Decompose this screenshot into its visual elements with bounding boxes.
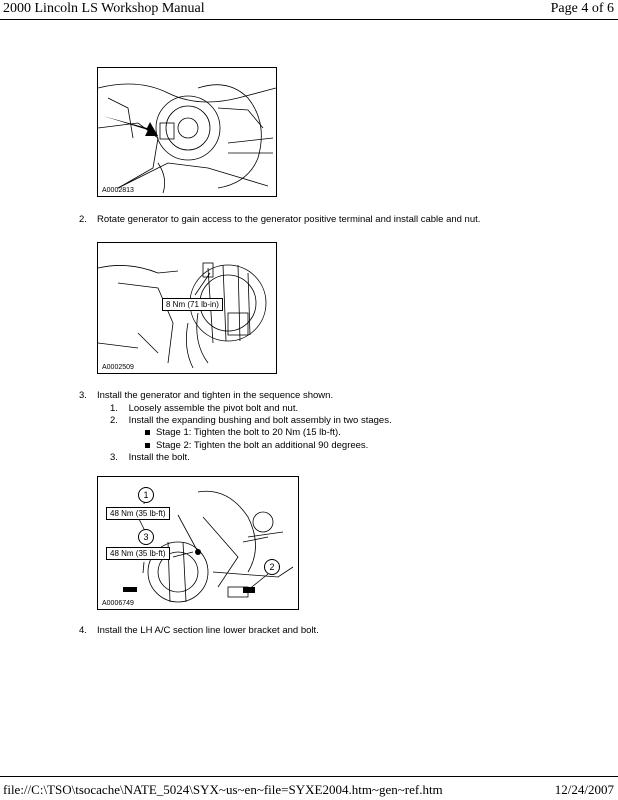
substep-2 xyxy=(110,415,392,426)
torque-callout-upper: 48 Nm (35 lb-ft) xyxy=(106,507,170,520)
substep-1 xyxy=(110,403,298,414)
step-text: Rotate generator to gain access to the generator positive terminal and install cable and nut. xyxy=(97,214,481,225)
bullet-text: Stage 1: Tighten the bolt to 20 Nm (15 lb-ft). xyxy=(156,427,341,438)
torque-callout-lower: 48 Nm (35 lb-ft) xyxy=(106,547,170,560)
substep-3 xyxy=(110,452,190,463)
step-3 xyxy=(79,390,333,401)
torque-callout: 8 Nm (71 lb-in) xyxy=(162,298,223,311)
bullet-stage-1 xyxy=(145,427,341,438)
step-text: Install the LH A/C section line lower bracket and bolt. xyxy=(97,625,319,636)
substep-number: 1. xyxy=(110,403,118,414)
file-path: file://C:\TSO\tsocache\NATE_5024\SYX~us~en~file=SYXE2004.htm~gen~ref.htm xyxy=(3,782,443,797)
figure-3-illustration xyxy=(98,477,298,609)
header-divider xyxy=(0,19,618,20)
bullet-icon xyxy=(145,430,150,435)
figure-id: A0002509 xyxy=(102,364,134,371)
sequence-marker-3: 3 xyxy=(138,529,154,545)
sequence-marker-2: 2 xyxy=(264,559,280,575)
bullet-icon xyxy=(145,443,150,448)
substep-text: Loosely assemble the pivot bolt and nut. xyxy=(128,403,299,414)
manual-title: 2000 Lincoln LS Workshop Manual xyxy=(3,1,205,16)
substep-number: 3. xyxy=(110,452,118,463)
step-number: 3. xyxy=(79,390,87,401)
substep-text: Install the bolt. xyxy=(128,452,190,463)
page-number: Page 4 of 6 xyxy=(550,1,614,16)
step-4 xyxy=(79,625,319,636)
footer-divider xyxy=(0,776,618,777)
step-text: Install the generator and tighten in the sequence shown. xyxy=(97,390,334,401)
figure-tightening-sequence xyxy=(97,476,299,610)
figure-1-illustration xyxy=(98,68,276,196)
step-2 xyxy=(79,214,480,225)
bullet-text: Stage 2: Tighten the bolt an additional 90 degrees. xyxy=(156,440,369,451)
print-date: 12/24/2007 xyxy=(554,782,614,797)
sequence-marker-1: 1 xyxy=(138,487,154,503)
bolt-icon xyxy=(243,587,255,593)
bolt-icon xyxy=(195,549,201,555)
step-number: 2. xyxy=(79,214,87,225)
substep-number: 2. xyxy=(110,415,118,426)
bolt-icon xyxy=(123,587,137,592)
figure-terminal-nut xyxy=(97,242,277,374)
page-footer xyxy=(0,776,618,800)
figure-id: A0006749 xyxy=(102,600,134,607)
substep-text: Install the expanding bushing and bolt assembly in two stages. xyxy=(128,415,392,426)
bullet-stage-2 xyxy=(145,440,368,451)
figure-generator-cable xyxy=(97,67,277,197)
page-header xyxy=(0,0,618,20)
figure-id: A0002813 xyxy=(102,187,134,194)
step-number: 4. xyxy=(79,625,87,636)
